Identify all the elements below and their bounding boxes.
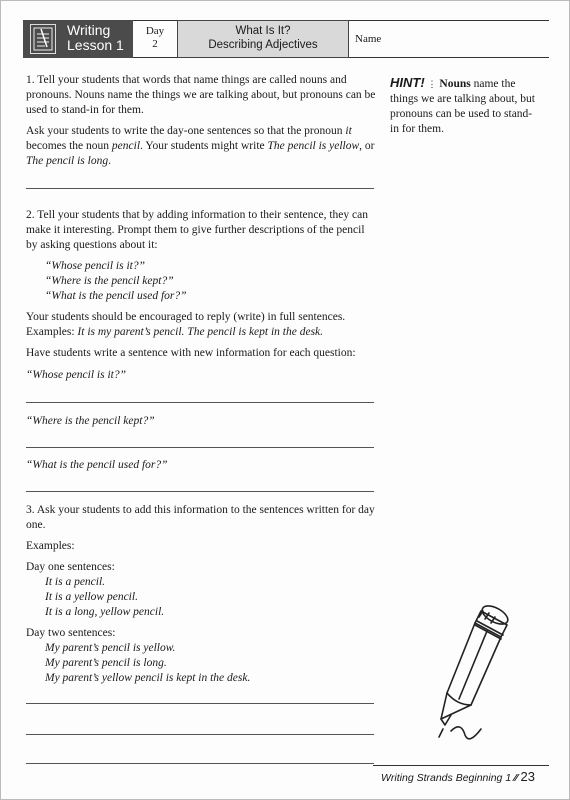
sentence-item: My parent’s pencil is yellow. (45, 642, 176, 654)
question-item: “Where is the pencil kept?” (45, 275, 174, 287)
page-number: 23 (520, 769, 535, 784)
topic-line2: Describing Adjectives (208, 39, 318, 51)
step2-questions (26, 259, 376, 304)
day-one-label: Day one sentences: (26, 561, 115, 573)
hint-label: HINT! (390, 75, 425, 90)
lesson-line2: Lesson 1 (67, 37, 124, 53)
answer-line-4[interactable] (26, 491, 374, 492)
question-item: “Whose pencil is it?” (45, 260, 145, 272)
lesson-badge (23, 20, 133, 58)
prompt-where: “Where is the pencil kept?” (26, 415, 155, 427)
footer-bars-icon: ⁄⁄ (514, 772, 521, 784)
step2-intro: 2. Tell your students that by adding information to their sentence, they can make it interesting. Prompt them to give further descriptions of the pencil by asking questions about it: (26, 209, 368, 251)
sentence-item: It is a long, yellow pencil. (45, 606, 165, 618)
sentence-item: My parent’s pencil is long. (45, 657, 167, 669)
question-item: “What is the pencil used for?” (45, 290, 187, 302)
examples-label: Examples: (26, 540, 75, 552)
day-two-label: Day two sentences: (26, 627, 116, 639)
day-one-sentences (26, 575, 376, 620)
pencil-illustration (421, 601, 521, 751)
step2-have-write: Have students write a sentence with new information for each question: (26, 347, 356, 359)
answer-line-6[interactable] (26, 734, 374, 735)
day-number: 2 (152, 38, 158, 50)
answer-line-2[interactable] (26, 402, 374, 403)
book-title: Writing Strands Beginning 1 (381, 772, 512, 784)
footer-divider (373, 765, 549, 766)
day-label: Day (145, 25, 165, 37)
answer-line-1[interactable] (26, 188, 374, 189)
hint-text: name the things we are talking about, but pronouns can be used to stand-in for them. (390, 78, 535, 135)
topic-box (177, 20, 349, 58)
day-box (133, 20, 177, 58)
step2-encourage: Your students should be encouraged to reply (write) in full sentences. Examples: It is my parent’s pencil. The pencil is kept in the desk. (26, 311, 346, 338)
answer-line-3[interactable] (26, 447, 374, 448)
prompt-what: “What is the pencil used for?” (26, 459, 168, 471)
name-field[interactable] (349, 20, 549, 58)
answer-line-7[interactable] (26, 763, 374, 764)
sentence-item: My parent’s yellow pencil is kept in the desk. (45, 672, 251, 684)
hint-term: Nouns (439, 78, 471, 90)
step1-section (26, 73, 376, 175)
hint-box (390, 75, 540, 137)
writing-logo-icon (30, 24, 56, 54)
step3-section (26, 503, 376, 686)
lesson-line1: Writing (67, 22, 111, 38)
step1-intro: 1. Tell your students that words that name things are called nouns and pronouns. Nouns name the things we are talking about, but pronouns can be used to stand-in for them. (26, 74, 376, 116)
name-label: Name (355, 33, 382, 45)
day-two-sentences (26, 641, 376, 686)
step3-intro: 3. Ask your students to add this information to the sentences written for day one. (26, 504, 375, 531)
answer-line-5[interactable] (26, 703, 374, 704)
hint-accent-icon: ⋮ (427, 79, 437, 89)
step1-instruction: Ask your students to write the day-one sentences so that the pronoun it becomes the noun pencil. Your students might write The pencil is yellow, or The pencil is long. (26, 125, 375, 167)
step2-section (26, 208, 376, 367)
sentence-item: It is a yellow pencil. (45, 591, 138, 603)
prompt-whose: “Whose pencil is it?” (26, 369, 126, 381)
page-footer (381, 769, 535, 784)
topic-line1: What Is It? (235, 25, 291, 37)
lesson-title (67, 23, 124, 53)
sentence-item: It is a pencil. (45, 576, 106, 588)
